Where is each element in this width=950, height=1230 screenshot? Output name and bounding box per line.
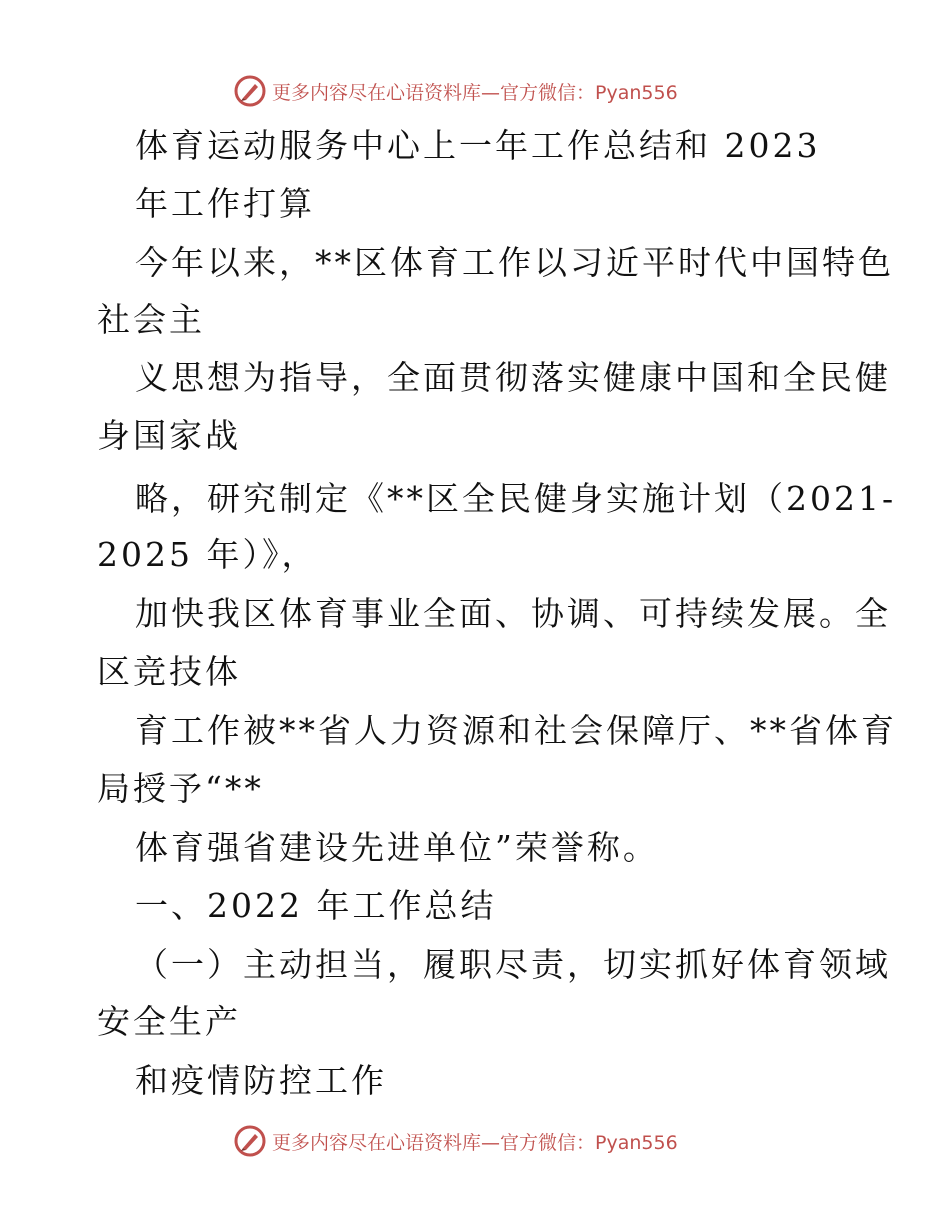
text-line: 育工作被**省人力资源和社会保障厅、**省体育 [135, 711, 897, 750]
doc-title-line-2: 年工作打算 [135, 184, 315, 223]
text-line: 身国家战 [97, 416, 241, 455]
section-heading: 一、2022 年工作总结 [135, 886, 497, 925]
text-line: 和疫情防控工作 [135, 1061, 387, 1100]
banner-text: 更多内容尽在心语资料库—官方微信：Pyan556 [272, 81, 678, 104]
text-line: 2025 年）》， [97, 535, 318, 574]
text-line: 局授予“** [97, 769, 264, 808]
text-line: 安全生产 [97, 1002, 241, 1041]
footer-banner [234, 1124, 678, 1158]
text-line: 加快我区体育事业全面、协调、可持续发展。全 [135, 594, 891, 633]
logo-pen-icon [234, 75, 266, 107]
banner-text: 更多内容尽在心语资料库—官方微信：Pyan556 [272, 1131, 678, 1154]
text-line: 社会主 [97, 300, 205, 339]
doc-title-line-1: 体育运动服务中心上一年工作总结和 2023 [135, 126, 821, 165]
text-line: 略，研究制定《**区全民健身实施计划（2021- [135, 479, 897, 518]
subsection-heading: （一）主动担当，履职尽责，切实抓好体育领域 [135, 945, 891, 984]
text-line: 体育强省建设先进单位”荣誉称。 [135, 828, 659, 867]
logo-pen-icon [234, 1125, 266, 1157]
text-line: 区竞技体 [97, 652, 241, 691]
text-line: 今年以来，**区体育工作以习近平时代中国特色 [135, 243, 894, 282]
text-line: 义思想为指导，全面贯彻落实健康中国和全民健 [135, 358, 891, 397]
header-banner [234, 74, 678, 108]
